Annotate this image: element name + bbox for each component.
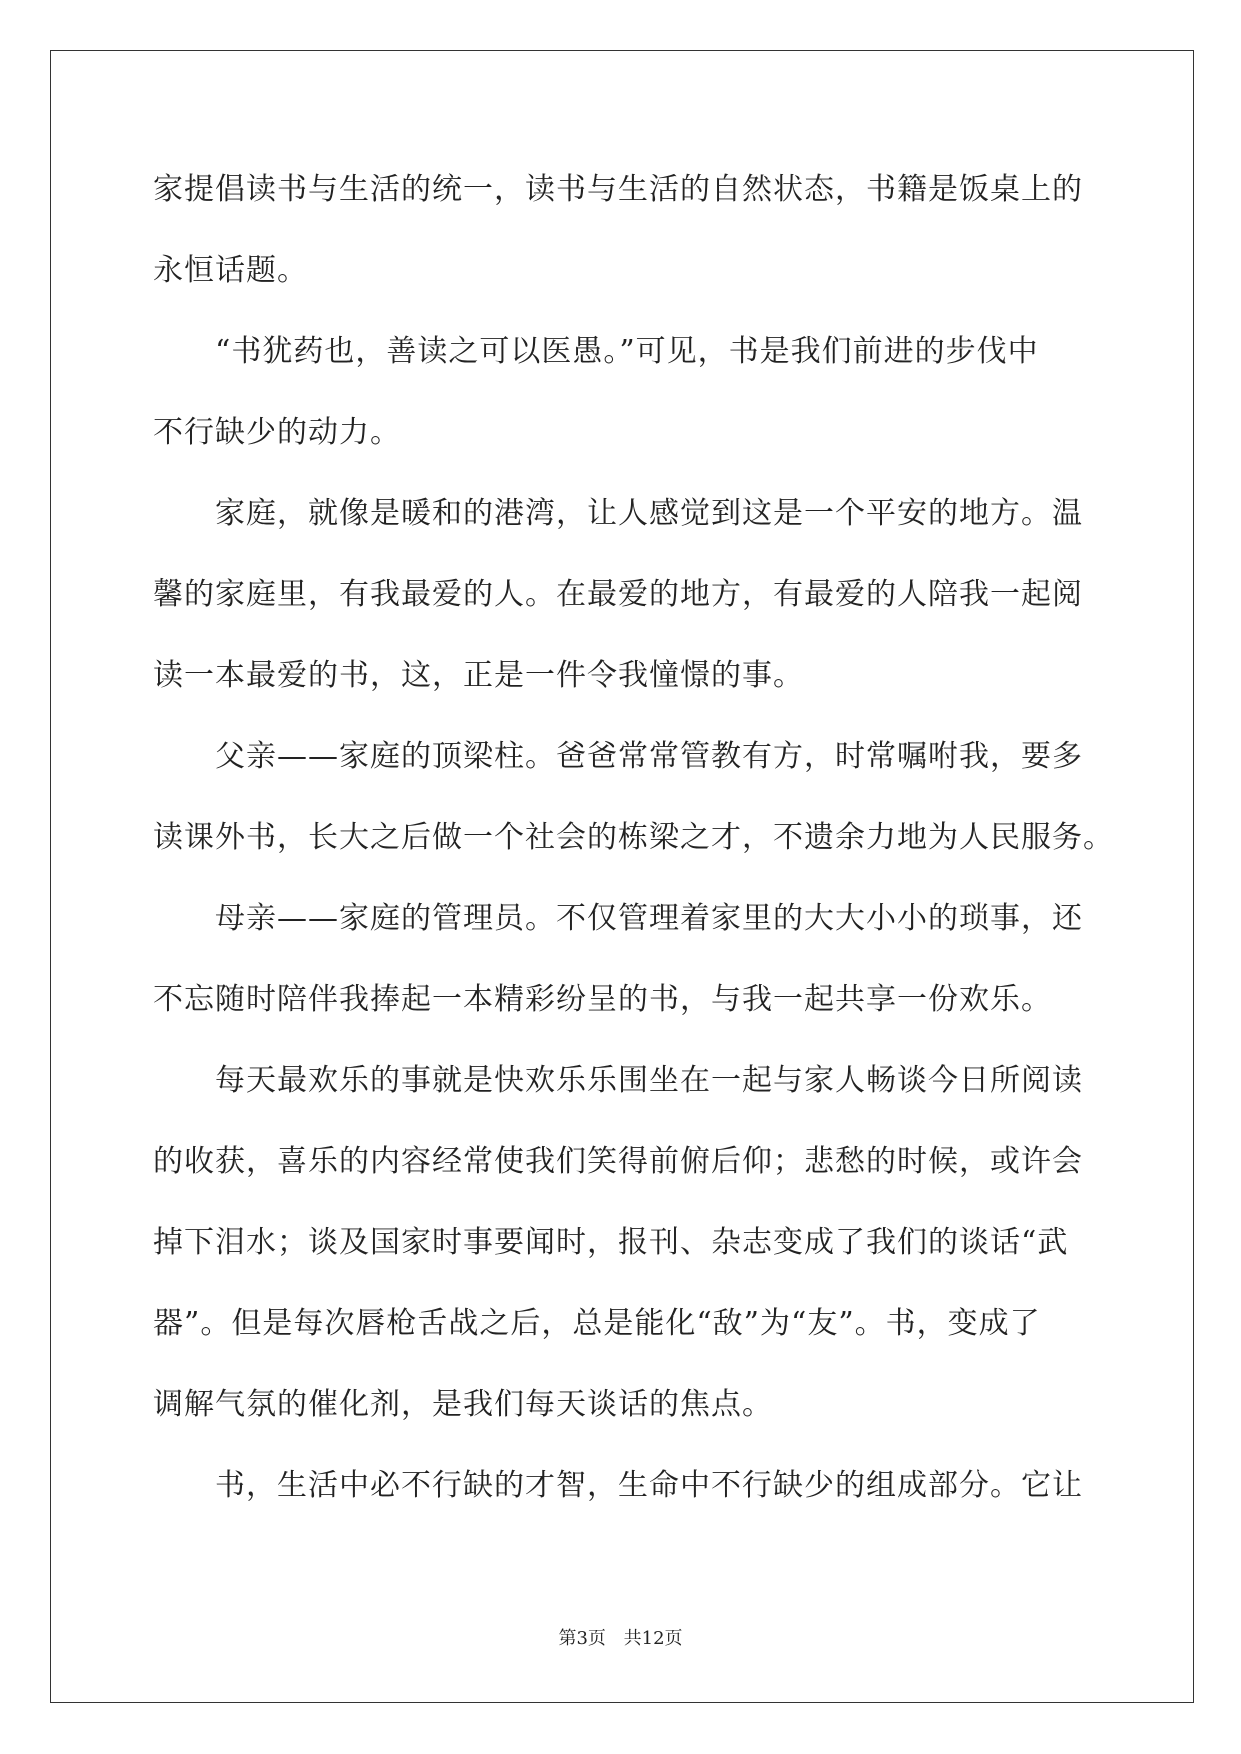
text-line: 不忘随时陪伴我捧起一本精彩纷呈的书，与我一起共享一份欢乐。 bbox=[153, 982, 1052, 1017]
text-line: 每天最欢乐的事就是快欢乐乐围坐在一起与家人畅谈今日所阅读 bbox=[153, 1063, 1083, 1098]
page-total: 共12页 bbox=[623, 1628, 683, 1649]
text-line: 母亲——家庭的管理员。不仅管理着家里的大大小小的琐事，还 bbox=[153, 901, 1083, 936]
text-line: 父亲——家庭的顶梁柱。爸爸常常管教有方，时常嘱咐我，要多 bbox=[153, 739, 1083, 774]
text-line: 的收获，喜乐的内容经常使我们笑得前俯后仰；悲愁的时候，或许会 bbox=[153, 1144, 1083, 1179]
text-line: 家提倡读书与生活的统一，读书与生活的自然状态，书籍是饭桌上的 bbox=[153, 172, 1083, 207]
text-line: 掉下泪水；谈及国家时事要闻时，报刊、杂志变成了我们的谈话“武 bbox=[153, 1225, 1069, 1260]
text-line: 永恒话题。 bbox=[153, 253, 308, 288]
text-line: 器”。但是每次唇枪舌战之后，总是能化“敌”为“友”。书，变成了 bbox=[153, 1306, 1041, 1341]
text-line: 调解气氛的催化剂，是我们每天谈话的焦点。 bbox=[153, 1387, 773, 1422]
text-line: “书犹药也，善读之可以医愚。”可见，书是我们前进的步伐中 bbox=[153, 334, 1039, 369]
text-line: 书，生活中必不行缺的才智，生命中不行缺少的组成部分。它让 bbox=[153, 1468, 1083, 1503]
text-line: 家庭，就像是暖和的港湾，让人感觉到这是一个平安的地方。温 bbox=[153, 496, 1083, 531]
document-body bbox=[153, 160, 1114, 1537]
text-line: 读课外书，长大之后做一个社会的栋梁之才，不遗余力地为人民服务。 bbox=[153, 820, 1114, 855]
page-footer bbox=[0, 1624, 1241, 1650]
text-line: 馨的家庭里，有我最爱的人。在最爱的地方，有最爱的人陪我一起阅 bbox=[153, 577, 1083, 612]
text-line: 不行缺少的动力。 bbox=[153, 415, 401, 450]
page-number: 第3页 bbox=[558, 1628, 606, 1649]
text-line: 读一本最爱的书，这，正是一件令我憧憬的事。 bbox=[153, 658, 804, 693]
